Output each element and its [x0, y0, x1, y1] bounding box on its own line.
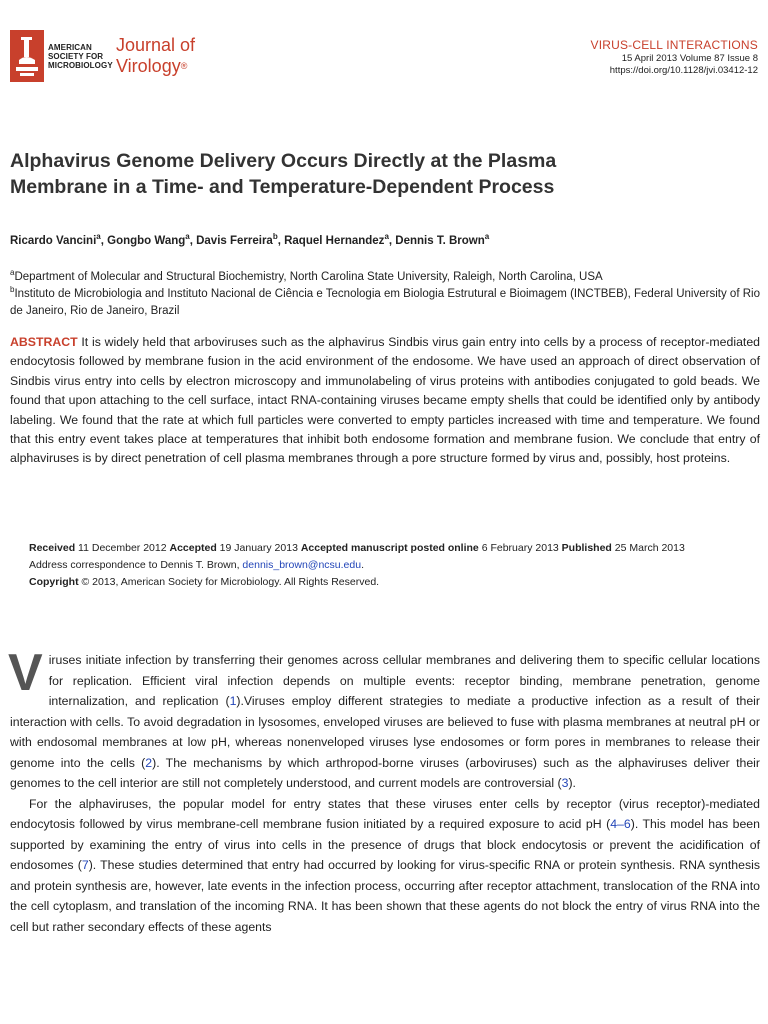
registered-mark: ®	[180, 61, 188, 71]
received-label: Received	[29, 542, 76, 554]
asm-line-3: MICROBIOLOGY	[48, 61, 113, 70]
author-separator: ,	[277, 234, 285, 247]
accepted-date: 19 January 2013	[216, 542, 301, 554]
author-name[interactable]: Dennis T. Brown	[395, 234, 485, 247]
issue-info: 15 April 2013 Volume 87 Issue 8	[621, 53, 758, 64]
body-text: ). This model has been supported by examining the entry of virus into cells in the presence of drugs that block endocytosis or prevent the acidification of endosomes (	[10, 817, 760, 872]
journal-line-1: Journal of	[116, 35, 196, 55]
asm-line-1: AMERICAN	[48, 43, 92, 52]
affiliation-b	[10, 281, 760, 320]
body-text: ).Viruses employ different strategies to mediate a productive infection as a result of their interaction with cells. To avoid degradation in lysosomes, enveloped viruses are believed to fuse with plasma membranes at neutral pH or with endosomal membranes at low pH, whereas nonenveloped viruses lyse endosomes or form pores in membranes to release their genome into the cells (	[10, 694, 760, 770]
manuscript-date: 6 February 2013	[478, 542, 562, 554]
section-label: VIRUS-CELL INTERACTIONS	[590, 38, 758, 52]
article-metadata	[29, 540, 759, 591]
asm-logo-icon	[10, 30, 44, 82]
journal-header	[10, 26, 758, 86]
manuscript-label: Accepted manuscript posted online	[300, 542, 479, 554]
accepted-label: Accepted	[169, 542, 217, 554]
affiliation-a-text: Department of Molecular and Structural Biochemistry, North Carolina State University, Raleigh, North Carolina, USA	[14, 270, 603, 283]
author-name[interactable]: Davis Ferreira	[196, 234, 273, 247]
asm-wordmark	[48, 43, 113, 70]
reference-link[interactable]: 2	[145, 755, 153, 770]
reference-link[interactable]: 1	[229, 694, 237, 708]
published-label: Published	[561, 542, 612, 554]
journal-line-2: Virology	[116, 56, 181, 76]
affiliation-mark-a: a	[10, 268, 15, 277]
reference-link[interactable]: 7	[81, 858, 89, 872]
body-text: For the alphaviruses, the popular model for entry states that these viruses enter cells by receptor (virus receptor)-mediated endocytosis followed by virus membrane-cell membrane fusion initiated by a required exposure to acid pH (	[10, 796, 760, 831]
author-affiliation-mark: b	[272, 232, 278, 241]
correspondence-email-link[interactable]: dennis_brown@ncsu.edu	[242, 559, 362, 571]
author-name[interactable]: Raquel Hernandez	[284, 234, 385, 247]
body-text: ). The mechanisms by which arthropod-borne viruses (arboviruses) such as the alphaviruses deliver their genomes to the cell interior are still not completely understood, and current models are controversial (	[10, 755, 760, 790]
body-paragraph-2	[10, 794, 760, 938]
author-affiliation-mark: a	[185, 232, 190, 241]
body-text: ). These studies determined that entry had occurred by looking for virus-specific RNA or protein synthesis. RNA synthesis and protein synthesis are, however, late events in the infection process, occurring after receptor attachment, translocation of the RNA into the cell cytoplasm, and translation of the incoming RNA. It has been shown that these agents do not block the entry of virus RNA into the cell but rather secondary effects of these agents	[10, 858, 761, 934]
publication-dates	[29, 540, 759, 557]
author-separator: ,	[100, 234, 108, 247]
copyright-text: © 2013, American Society for Microbiology. All Rights Reserved.	[78, 576, 380, 588]
correspondence	[29, 557, 759, 574]
author-affiliation-mark: a	[384, 232, 389, 241]
author-separator: ,	[388, 234, 396, 247]
correspondence-tail: .	[361, 559, 364, 571]
author-name[interactable]: Ricardo Vancini	[10, 234, 97, 247]
article-body	[8, 644, 761, 937]
affiliation-mark-b: b	[10, 285, 15, 294]
journal-name	[116, 35, 195, 77]
asm-line-2: SOCIETY FOR	[48, 52, 104, 61]
author-affiliation-mark: a	[96, 232, 101, 241]
affiliation-b-text: Instituto de Microbiologia and Instituto Nacional de Ciência e Tecnologia em Biologia Estrutural e Bioimagem (INCTBEB), Federal University of Rio de Janeiro, Rio de Janeiro, Brazil	[10, 287, 760, 317]
reference-link[interactable]: 3	[561, 776, 569, 790]
title-line-1: Alphavirus Genome Delivery Occurs Directly at the Plasma	[10, 150, 557, 172]
copyright-label: Copyright	[29, 576, 79, 588]
received-date: 11 December 2012	[75, 542, 170, 554]
body-paragraph-1	[8, 644, 760, 794]
author-separator: ,	[189, 234, 197, 247]
author-list	[10, 232, 489, 247]
published-date: 25 March 2013	[611, 542, 685, 554]
abstract-text: It is widely held that arboviruses such as the alphavirus Sindbis virus gain entry into cells by a process of receptor-mediated endocytosis followed by membrane fusion in the acid environment of the endosome. We have used an approach of direct observation of Sindbis virus entry into cells by electron microscopy and immunolabeling of virus proteins with antibodies conjugated to gold beads. We found that upon attaching to the cell surface, intact RNA-containing viruses became empty shells that could be identified only by antibody labeling. We found that the rate at which full particles were converted to empty particles increased with time and temperature. We found that this entry event takes place at temperatures that inhibit both endosome formation and membrane fusion. We conclude that entry of alphaviruses is by direct penetration of cell plasma membranes through a pore structure formed by virus and, possibly, host proteins.	[10, 335, 760, 466]
body-text: ).	[568, 776, 576, 790]
author-name[interactable]: Gongbo Wang	[107, 234, 186, 247]
article-title	[10, 148, 750, 200]
reference-link[interactable]: 4–6	[610, 817, 631, 831]
abstract-label: ABSTRACT	[10, 335, 78, 349]
title-line-2: Membrane in a Time- and Temperature-Dependent Process	[10, 176, 555, 198]
abstract	[10, 333, 760, 469]
doi-link[interactable]: https://doi.org/10.1128/jvi.03412-12	[609, 65, 758, 76]
correspondence-text: Address correspondence to Dennis T. Brown,	[29, 559, 243, 571]
drop-cap: V	[8, 644, 43, 702]
body-text: iruses initiate infection by transferring their genomes across cellular membranes and delivering them to specific cellular locations for replication. Efficient viral infection depends on multiple events: receptor binding, membrane penetration, genome internalization, and replication (	[48, 653, 760, 708]
copyright	[29, 574, 759, 591]
author-affiliation-mark: a	[484, 232, 490, 241]
